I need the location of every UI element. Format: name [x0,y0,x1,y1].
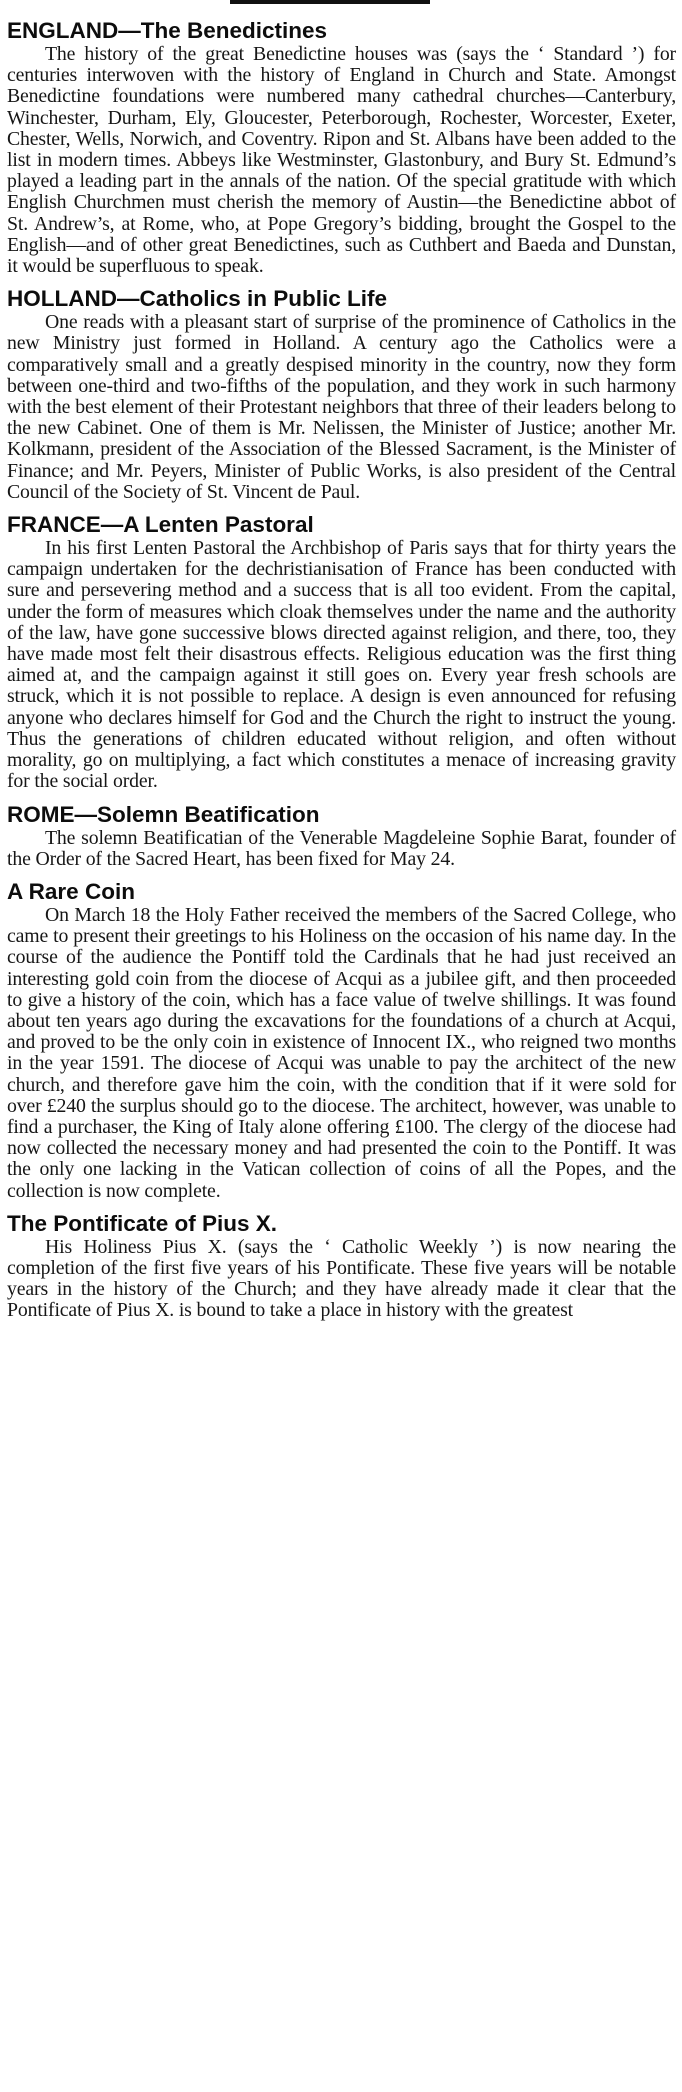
article-body-pontificate: His Holiness Pius X. (says the ‘ Catholic Weekly ’) is now nearing the completion of the first five years of his Pontificate. These five years will be notable years in the history of the Church; and they have already made it clear that the Pontificate of Pius X. is bound to take a place in history with the greatest [7,1235,676,1322]
article-body-rare-coin: On March 18 the Holy Father received the members of the Sacred College, who came to present their greetings to his Holiness on the occasion of his name day. In the course of the audience the Pontiff told the Cardinals that he had just received an interesting gold coin from the diocese of Acqui as a jubilee gift, and then proceeded to give a history of the coin, which has a face value of twelve shillings. It was found about ten years ago during the excavations for the foundations of a church at Acqui, and proved to be the only coin in existence of Innocent IX., who reigned two months in the year 1591. The diocese of Acqui was unable to pay the architect of the new church, and therefore gave him the coin, with the condition that if it were sold for over £240 the surplus should go to the diocese. The architect, however, was unable to find a purchaser, the King of Italy alone offering £100. The clergy of the diocese had now collected the necessary money and had presented the coin to the Pontiff. It was the only one lacking in the Vatican collection of coins of all the Popes, and the collection is now complete. [7,903,676,1202]
headline-rome: ROME—Solemn Beatification [7,801,320,827]
article-body-france: In his first Lenten Pastoral the Archbishop of Paris says that for thirty years the campaign undertaken for the dechristianisation of France has been conducted with sure and persevering method and a success that is all too evident. From the capital, under the form of measures which cloak themselves under the name and the authority of the law, have gone successive blows directed against religion, and there, too, they have made most felt their disastrous effects. Religious education was the first thing aimed at, and the campaign against it still goes on. Every year fresh schools are struck, which it is not possible to replace. A design is even announced for refusing anyone who declares himself for God and the Church the right to instruct the young. Thus the generations of children educated without religion, and often without morality, go on multiplying, a fact which constitutes a menace of increasing gravity for the social order. [7,537,676,793]
article-england [7,0,676,277]
top-rule [230,0,430,4]
headline-pontificate: The Pontificate of Pius X. [7,1210,278,1236]
headline-england: ENGLAND—The Benedictines [7,18,328,43]
article-body-england: The history of the great Benedictine houses was (says the ‘ Standard ’) for centuries interwoven with the history of England in Church and State. Amongst Benedictine foundations were numbered many cathedral churches—Canterbury, Winchester, Durham, Ely, Gloucester, Peterborough, Rochester, Worcester, Exeter, Chester, Wells, Norwich, and Coventry. Ripon and St. Albans have been added to the list in modern times. Abbeys like Westminster, Glastonbury, and Bury St. Edmund’s played a leading part in the annals of the nation. Of the special gratitude with which English Churchmen must cherish the memory of Austin—the Benedictine abbot of St. Andrew’s, at Rome, who, at Pope Gregory’s bidding, brought the Gospel to the English—and of other great Benedictines, such as Cuthbert and Baeda and Dunstan, it would be superfluous to speak. [7,43,676,278]
article-pontificate [7,1210,676,1322]
article-rome [7,801,676,870]
article-body-holland: One reads with a pleasant start of surprise of the prominence of Catholics in the new Ministry just formed in Holland. A century ago the Catholics were a comparatively small and a greatly despised minority in the country, now they form between one-third and two-fifths of the population, and they work in such harmony with the best element of their Protestant neighbors that three of their leaders belong to the new Cabinet. One of them is Mr. Nelissen, the Minister of Justice; another Mr. Kolkmann, president of the Association of the Blessed Sacrament, is the Minister of Finance; and Mr. Peyers, Minister of Public Works, is also president of the Central Council of the Society of St. Vincent de Paul. [7,311,676,503]
article-holland [7,285,676,503]
article-france [7,511,676,792]
article-body-rome: The solemn Beatificatian of the Venerable Magdeleine Sophie Barat, founder of the Order of the Sacred Heart, has been fixed for May 24. [7,826,676,870]
headline-rare-coin: A Rare Coin [7,878,135,904]
article-rare-coin [7,878,676,1202]
headline-france: FRANCE—A Lenten Pastoral [7,512,314,538]
headline-holland: HOLLAND—Catholics in Public Life [7,286,388,312]
